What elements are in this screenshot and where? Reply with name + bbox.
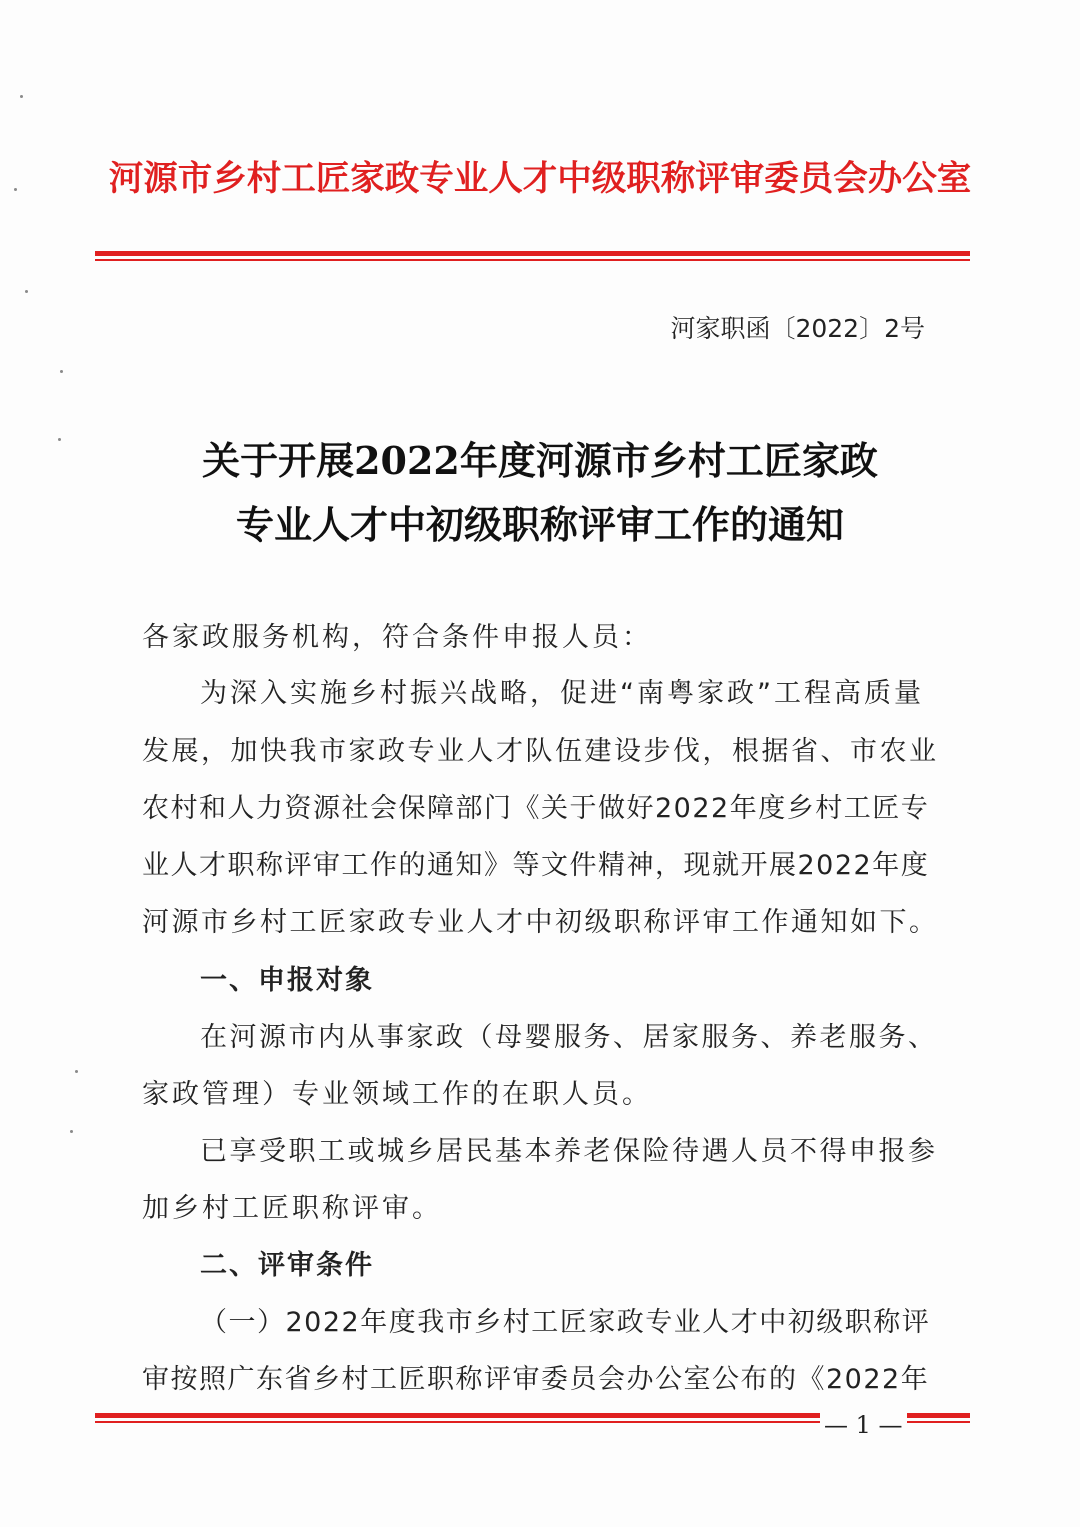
scan-speck bbox=[75, 1070, 78, 1073]
notice-title-line-1: 关于开展2022年度河源市乡村工匠家政 bbox=[202, 438, 878, 483]
intro-line: 业人才职称评审工作的通知》等文件精神，现就开展2022年度 bbox=[142, 850, 930, 881]
section1-paragraph-line: 在河源市内从事家政（母婴服务、居家服务、养老服务、 bbox=[200, 1022, 938, 1053]
intro-line: 农村和人力资源社会保障部门《关于做好2022年度乡村工匠专 bbox=[142, 793, 930, 824]
issuing-organization-header: 河源市乡村工匠家政专业人才中级职称评审委员会办公室 bbox=[108, 159, 972, 199]
section2-paragraph-line: 审按照广东省乡村工匠职称评审委员会办公室公布的《2022年 bbox=[142, 1364, 930, 1395]
document-number: 河家职函〔2022〕2号 bbox=[670, 314, 925, 343]
intro-line: 河源市乡村工匠家政专业人才中初级职称评审工作通知如下。 bbox=[142, 907, 939, 938]
section-heading-applicants: 一、申报对象 bbox=[200, 965, 374, 996]
salutation: 各家政服务机构，符合条件申报人员： bbox=[142, 622, 652, 653]
intro-line: 发展，加快我市家政专业人才队伍建设步伐，根据省、市农业 bbox=[142, 736, 939, 767]
scan-speck bbox=[58, 438, 61, 441]
section1-paragraph-line: 已享受职工或城乡居民基本养老保险待遇人员不得申报参 bbox=[200, 1136, 938, 1167]
section1-paragraph-line: 家政管理）专业领域工作的在职人员。 bbox=[142, 1079, 652, 1110]
notice-title-line-2: 专业人才中初级职称评审工作的通知 bbox=[235, 502, 844, 547]
scan-speck bbox=[70, 1130, 73, 1133]
scan-speck bbox=[60, 370, 63, 373]
intro-line: 为深入实施乡村振兴战略，促进“南粤家政”工程高质量 bbox=[200, 678, 924, 709]
scan-speck bbox=[20, 95, 23, 98]
section1-paragraph-line: 加乡村工匠职称评审。 bbox=[142, 1193, 442, 1224]
section2-paragraph-line: （一）2022年度我市乡村工匠家政专业人才中初级职称评 bbox=[200, 1307, 931, 1338]
section-heading-conditions: 二、评审条件 bbox=[200, 1250, 374, 1281]
page-number: — 1 — bbox=[820, 1411, 907, 1439]
scan-speck bbox=[14, 188, 17, 191]
scan-speck bbox=[25, 290, 28, 293]
